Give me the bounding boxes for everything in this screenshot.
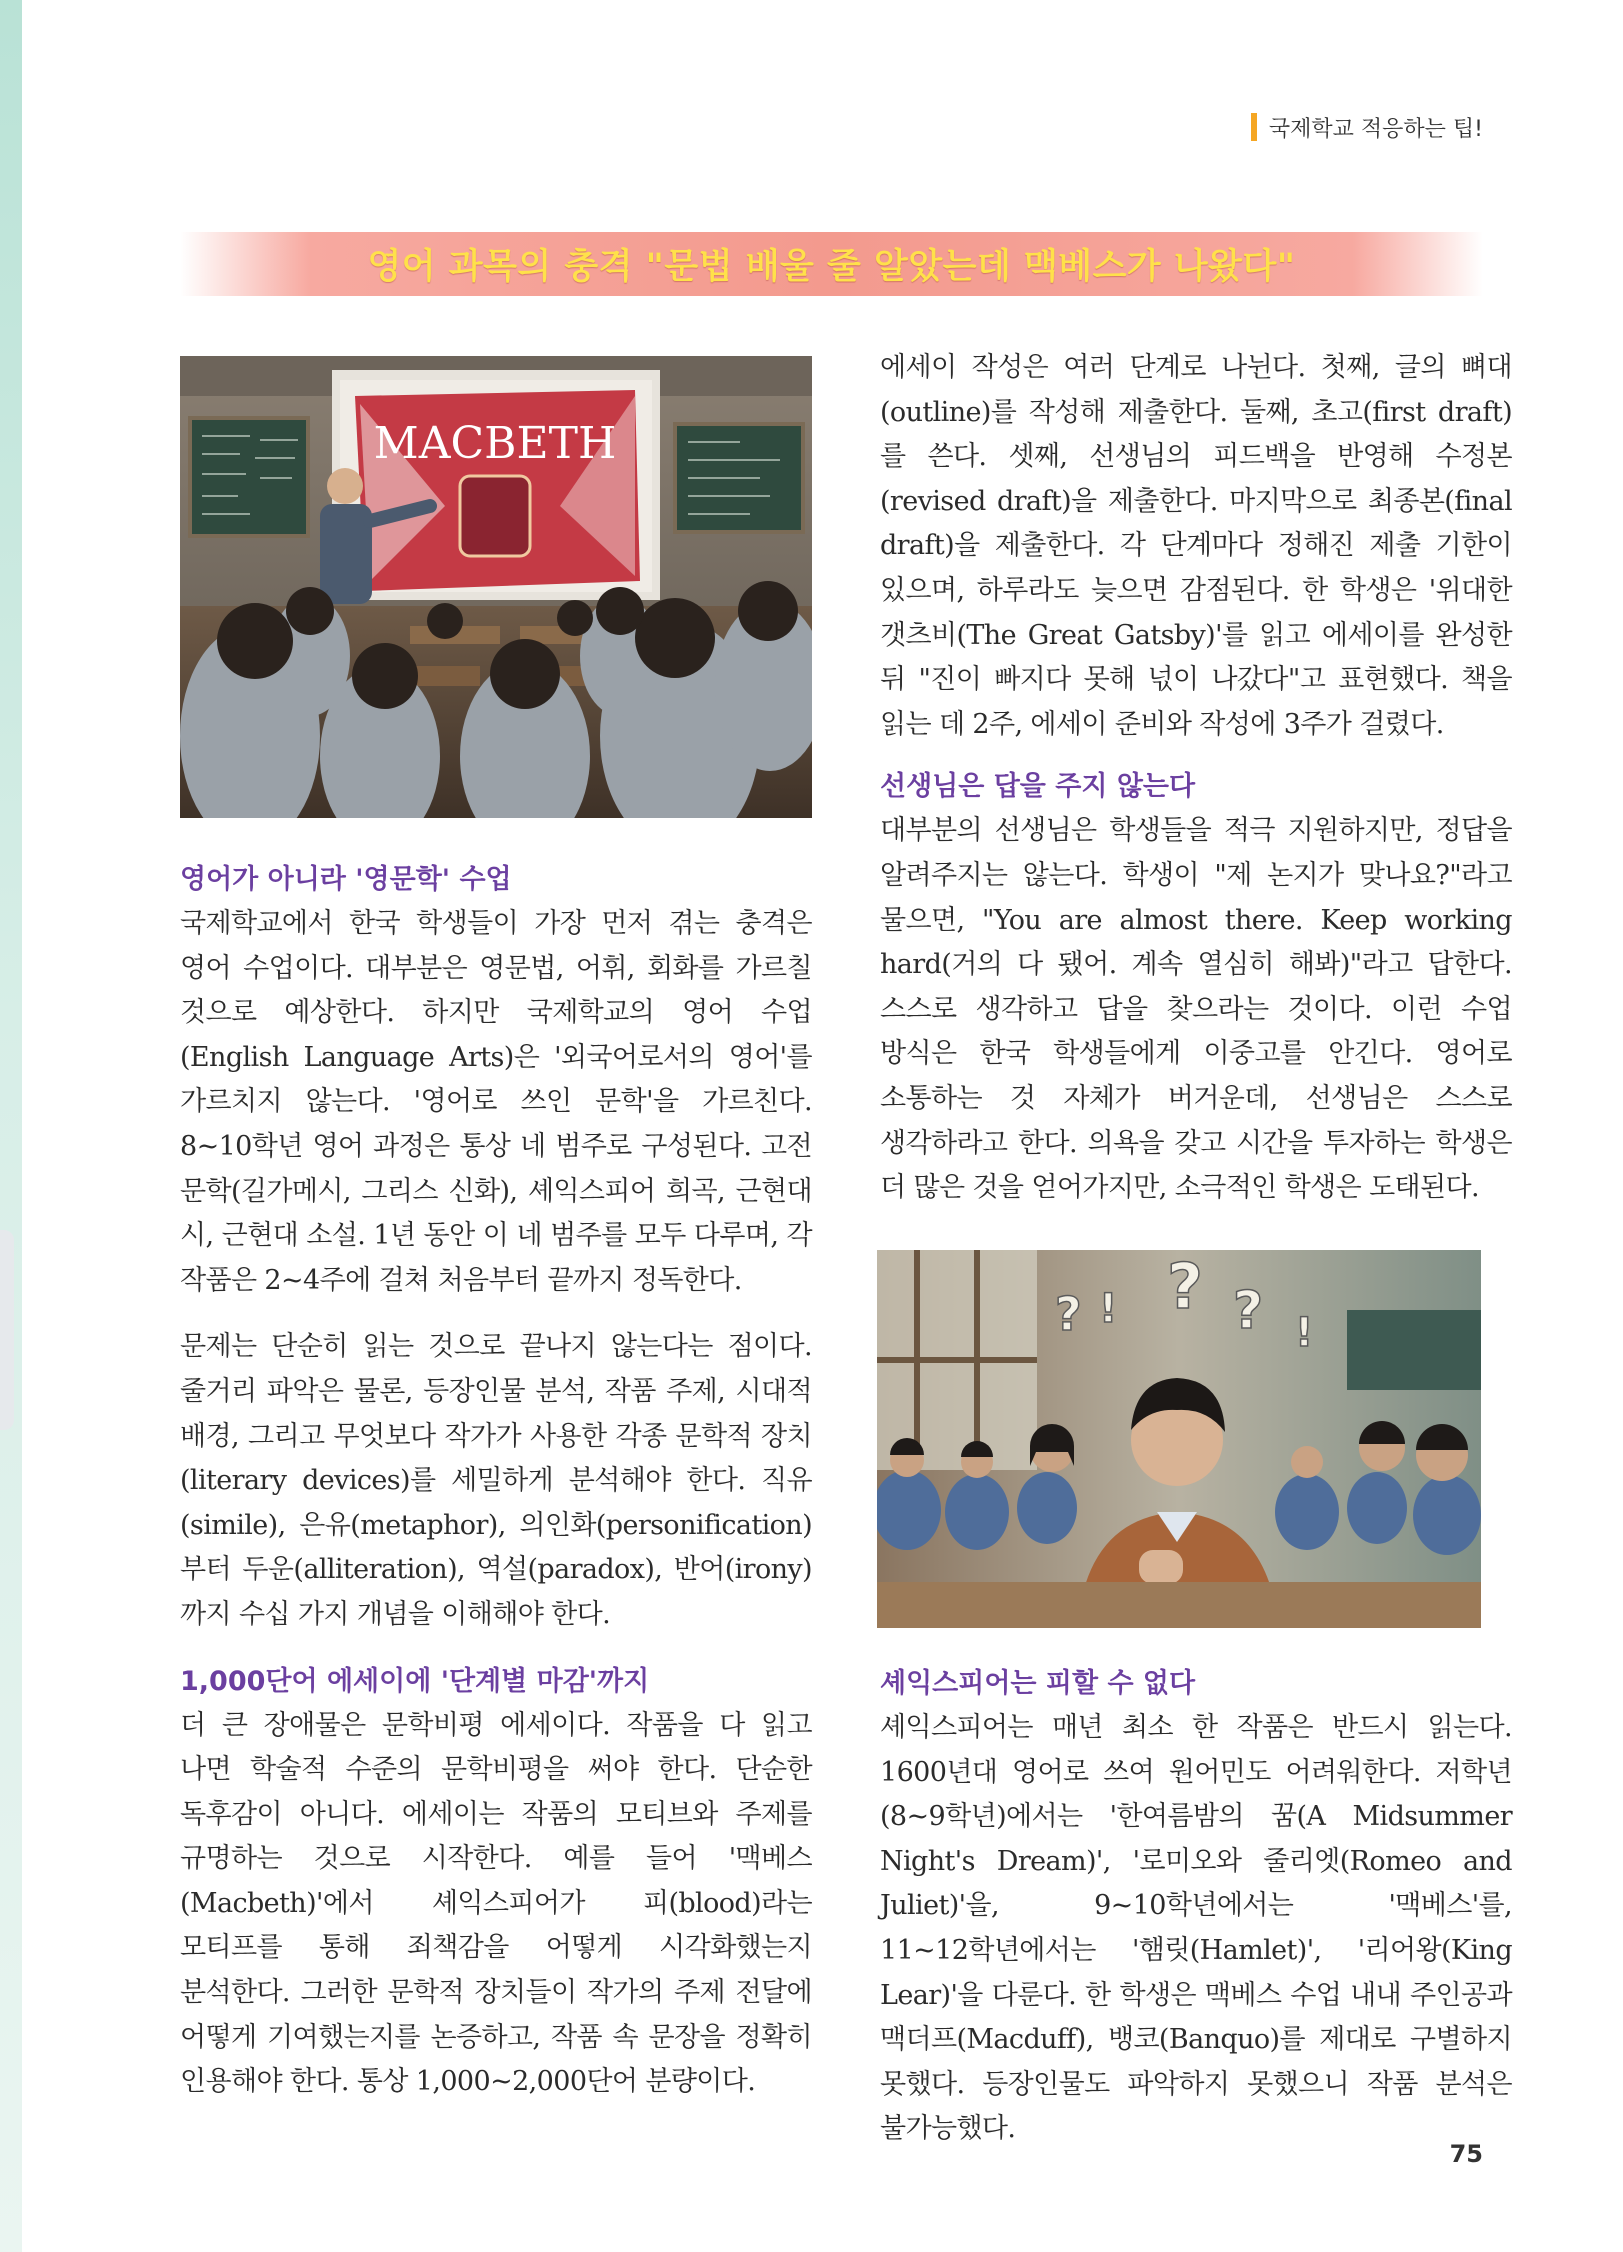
running-head [1251,112,1483,142]
right-text-column-top [880,346,1512,1211]
banner-title: 영어 과목의 충격 "문법 배울 줄 알았는데 맥베스가 나왔다" [367,247,1296,287]
section-heading-shakespeare: 셰익스피어는 피할 수 없다 [880,1668,1196,1699]
body-paragraph: 셰익스피어는 매년 최소 한 작품은 반드시 읽는다. 1600년대 영어로 쓰여 원어민도 어려워한다. 저학년(8~9학년)에서는 '한여름밤의 꿈(A Midsummer Night's Dream)', '로미오와 줄리엣(Romeo and Juliet)'을, 9~10학년에서는 '맥베스'를, 11~12학년에서는 '햄릿(Hamlet)', '리어왕(King Lear)'을 다룬다. 한 학생은 맥베스 수업 내내 주인공과 맥더프(Macduff), 뱅코(Banquo)를 제대로 구별하지 못했다. 등장인물도 파악하지 못했으니 작품 분석은 불가능했다. [880,1712,1512,2145]
page-number: 75 [1449,2140,1483,2168]
section-heading-teacher: 선생님은 답을 주지 않는다 [880,771,1196,803]
section-heading-literature: 영어가 아니라 '영문학' 수업 [180,864,512,895]
question-mark-3: ? [1233,1281,1264,1341]
right-text-column-bottom [880,1662,1512,2152]
left-text-column [180,858,812,2105]
body-paragraph: 에세이 작성은 여러 단계로 나뉜다. 첫째, 글의 뼈대(outline)를 작성해 제출한다. 둘째, 초고(first draft)를 쓴다. 셋째, 선생님의 피드백을 반영해 수정본(revised draft)을 제출한다. 마지막으로 최종본(final draft)을 제출한다. 각 단계마다 정해진 제출 기한이 있으며, 하루라도 늦으면 감점된다. 한 학생은 '위대한 갯츠비(The Great Gatsby)'를 읽고 에세이를 완성한 뒤 "진이 빠지다 못해 넋이 나갔다"고 표현했다. 책을 읽는 데 2주, 에세이 준비와 작성에 3주가 걸렸다. [880,352,1512,740]
running-head-accent-bar [1251,113,1257,141]
side-tab-marker [0,1230,14,1430]
running-head-text: 국제학교 적응하는 팁! [1268,116,1483,142]
body-paragraph: 문제는 단순히 읽는 것으로 끝나지 않는다는 점이다. 줄거리 파악은 물론, 등장인물 분석, 작품 주제, 시대적 배경, 그리고 무엇보다 작가가 사용한 각종 문학적 장치(literary devices)를 세밀하게 분석해야 한다. 직유(simile), 은유(metaphor), 의인화(personification)부터 두운(alliteration), 역설(paradox), 반어(irony)까지 수십 가지 개념을 이해해야 한다. [180,1331,812,1630]
question-mark-2: ? [1167,1250,1203,1323]
screen-macbeth-text: MACBETH [373,418,617,469]
section-heading-essay: 1,000단어 에세이에 '단계별 마감'까지 [180,1665,650,1697]
body-paragraph: 대부분의 선생님은 학생들을 적극 지원하지만, 정답을 알려주지는 않는다. 학생이 "제 논지가 맞나요?"라고 물으면, "You are almost there. Keep working hard(거의 다 됐어. 계속 열심히 해봐)"라고 답한다. 스스로 생각하고 답을 찾으라는 것이다. 이런 수업 방식은 한국 학생들에게 이중고를 안긴다. 영어로 소통하는 것 자체가 버거운데, 선생님은 스스로 생각하라고 한다. 의욕을 갖고 시간을 투자하는 학생은 더 많은 것을 얻어가지만, 소극적인 학생은 도태된다. [880,815,1512,1204]
title-banner [180,232,1483,296]
body-paragraph: 국제학교에서 한국 학생들이 가장 먼저 겪는 충격은 영어 수업이다. 대부분은 영문법, 어휘, 회화를 가르칠 것으로 예상한다. 하지만 국제학교의 영어 수업(English Language Arts)은 '외국어로서의 영어'를 가르치지 않는다. '영어로 쓰인 문학'을 가르친다. 8~10학년 영어 과정은 통상 네 범주로 구성된다. 고전 문학(길가메시, 그리스 신화), 셰익스피어 희곡, 근현대 시, 근현대 소설. 1년 동안 이 네 범주를 모두 다루며, 각 작품은 2~4주에 걸쳐 처음부터 끝까지 정독한다. [180,908,812,1296]
body-paragraph: 더 큰 장애물은 문학비평 에세이다. 작품을 다 읽고 나면 학술적 수준의 문학비평을 써야 한다. 단순한 독후감이 아니다. 에세이는 작품의 모티브와 주제를 규명하는 것으로 시작한다. 예를 들어 '맥베스(Macbeth)'에서 셰익스피어가 피(blood)라는 모티프를 통해 죄책감을 어떻게 시각화했는지 분석한다. 그러한 문학적 장치들이 작가의 주제 전달에 어떻게 기여했는지를 논증하고, 작품 속 문장을 정확히 인용해야 한다. 통상 1,000~2,000단어 분량이다. [180,1709,812,2098]
question-mark-1: ? [1055,1287,1082,1341]
macbeth-classroom-photo [180,356,812,818]
exclamation-mark-1: ! [1099,1286,1118,1332]
confused-students-photo [877,1250,1481,1628]
exclamation-mark-2: ! [1295,1310,1314,1356]
side-color-stripe [0,0,22,2252]
